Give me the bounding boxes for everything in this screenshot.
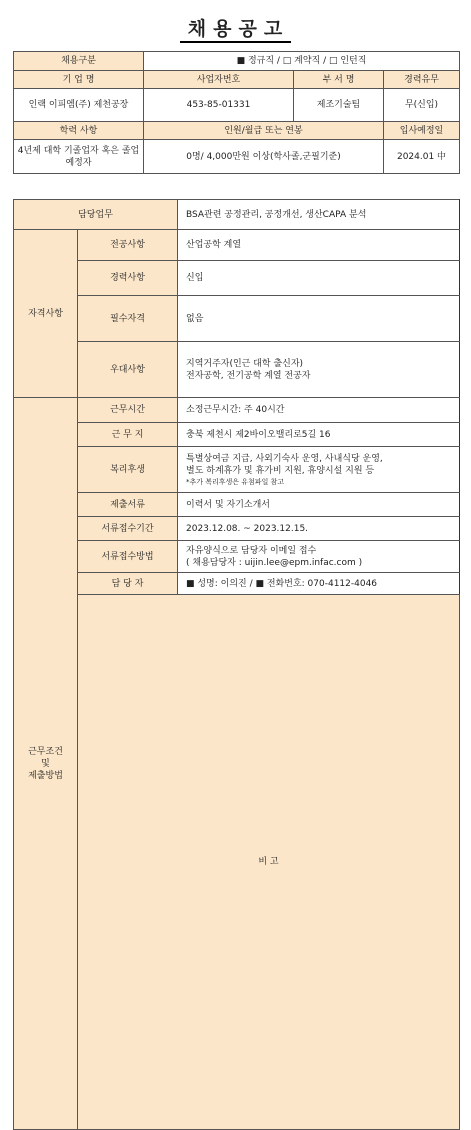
qualification-group-label: 자격사항 [14,230,78,398]
period-value: 2023.12.08. ~ 2023.12.15. [178,517,460,541]
contact-name: ■ 성명: 이의진 [186,578,247,589]
page-title-text: 채용공고 [180,18,291,43]
headcount-salary-header: 인원/월급 또는 연봉 [144,122,384,140]
conditions-group-label [14,398,78,1130]
company-name-value: 인랙 이피엠(주) 제천공장 [14,89,144,122]
welfare-line-1: 특별상여금 지급, 사외기숙사 운영, 사내식당 운영, [186,453,383,464]
employment-type-value: ■ 정규직 / □ 계약직 / □ 인턴직 [144,52,460,71]
career-value: 신입 [178,261,460,296]
education-value: 4년제 대학 기졸업자 혹은 졸업예정자 [14,140,144,174]
required-value: 없음 [178,296,460,342]
method-line-1: 자유양식으로 담당자 이메일 접수 [186,545,317,556]
career-label: 경력사항 [78,261,178,296]
major-value: 산업공학 계열 [178,230,460,261]
required-label: 필수자격 [78,296,178,342]
employment-type-label: 채용구분 [14,52,144,71]
welfare-value [178,447,460,493]
contact-phone: / ■ 전화번호: 070-4112-4046 [249,578,378,589]
conditions-group-line-2: 및 [41,758,50,769]
period-label: 서류접수기간 [78,517,178,541]
preferred-line-2: 전자공학, 전기공학 계열 전공자 [186,370,311,381]
education-header: 학력 사항 [14,122,144,140]
preferred-label: 우대사항 [78,342,178,398]
remarks-label: 비 고 [78,595,460,1130]
method-label: 서류접수방법 [78,541,178,573]
location-label: 근 무 지 [78,423,178,447]
preferred-line-1: 지역거주자(인근 대학 출신자) [186,358,304,369]
welfare-line-2: 별도 하계휴가 및 휴가비 지원, 휴양시설 지원 등 [186,465,375,476]
contact-label: 담 당 자 [78,573,178,595]
hours-label: 근무시간 [78,398,178,423]
method-line-2: ( 채용담당자 : uijin.lee@epm.infac.com ) [186,557,363,568]
conditions-group-line-1: 근무조건 [28,746,63,757]
company-name-header: 기 업 명 [14,71,144,89]
business-number-header: 사업자번호 [144,71,294,89]
documents-label: 제출서류 [78,493,178,517]
welfare-note: *추가 복리후생은 유첨파일 참고 [186,477,285,486]
duty-value: BSA관련 공정관리, 공정개선, 생산CAPA 분석 [178,200,460,230]
experience-value: 무(신입) [384,89,460,122]
headcount-salary-value: 0명/ 4,000만원 이상(학사졸,군필기준) [144,140,384,174]
documents-value: 이력서 및 자기소개서 [178,493,460,517]
location-value: 충북 제천시 제2바이오밸리로5길 16 [178,423,460,447]
department-header: 부 서 명 [294,71,384,89]
preferred-value [178,342,460,398]
conditions-group-line-3: 제출방법 [28,770,63,781]
details-table [13,199,460,1130]
experience-header: 경력유무 [384,71,460,89]
welfare-label: 복리후생 [78,447,178,493]
hours-value: 소정근무시간: 주 40시간 [178,398,460,423]
duty-label: 담당업무 [14,200,178,230]
contact-value [178,573,460,595]
department-value: 제조기술팀 [294,89,384,122]
start-date-header: 입사예정일 [384,122,460,140]
page-title [0,14,471,41]
business-number-value: 453-85-01331 [144,89,294,122]
summary-table [13,51,460,174]
major-label: 전공사항 [78,230,178,261]
start-date-value: 2024.01 中 [384,140,460,174]
method-value [178,541,460,573]
